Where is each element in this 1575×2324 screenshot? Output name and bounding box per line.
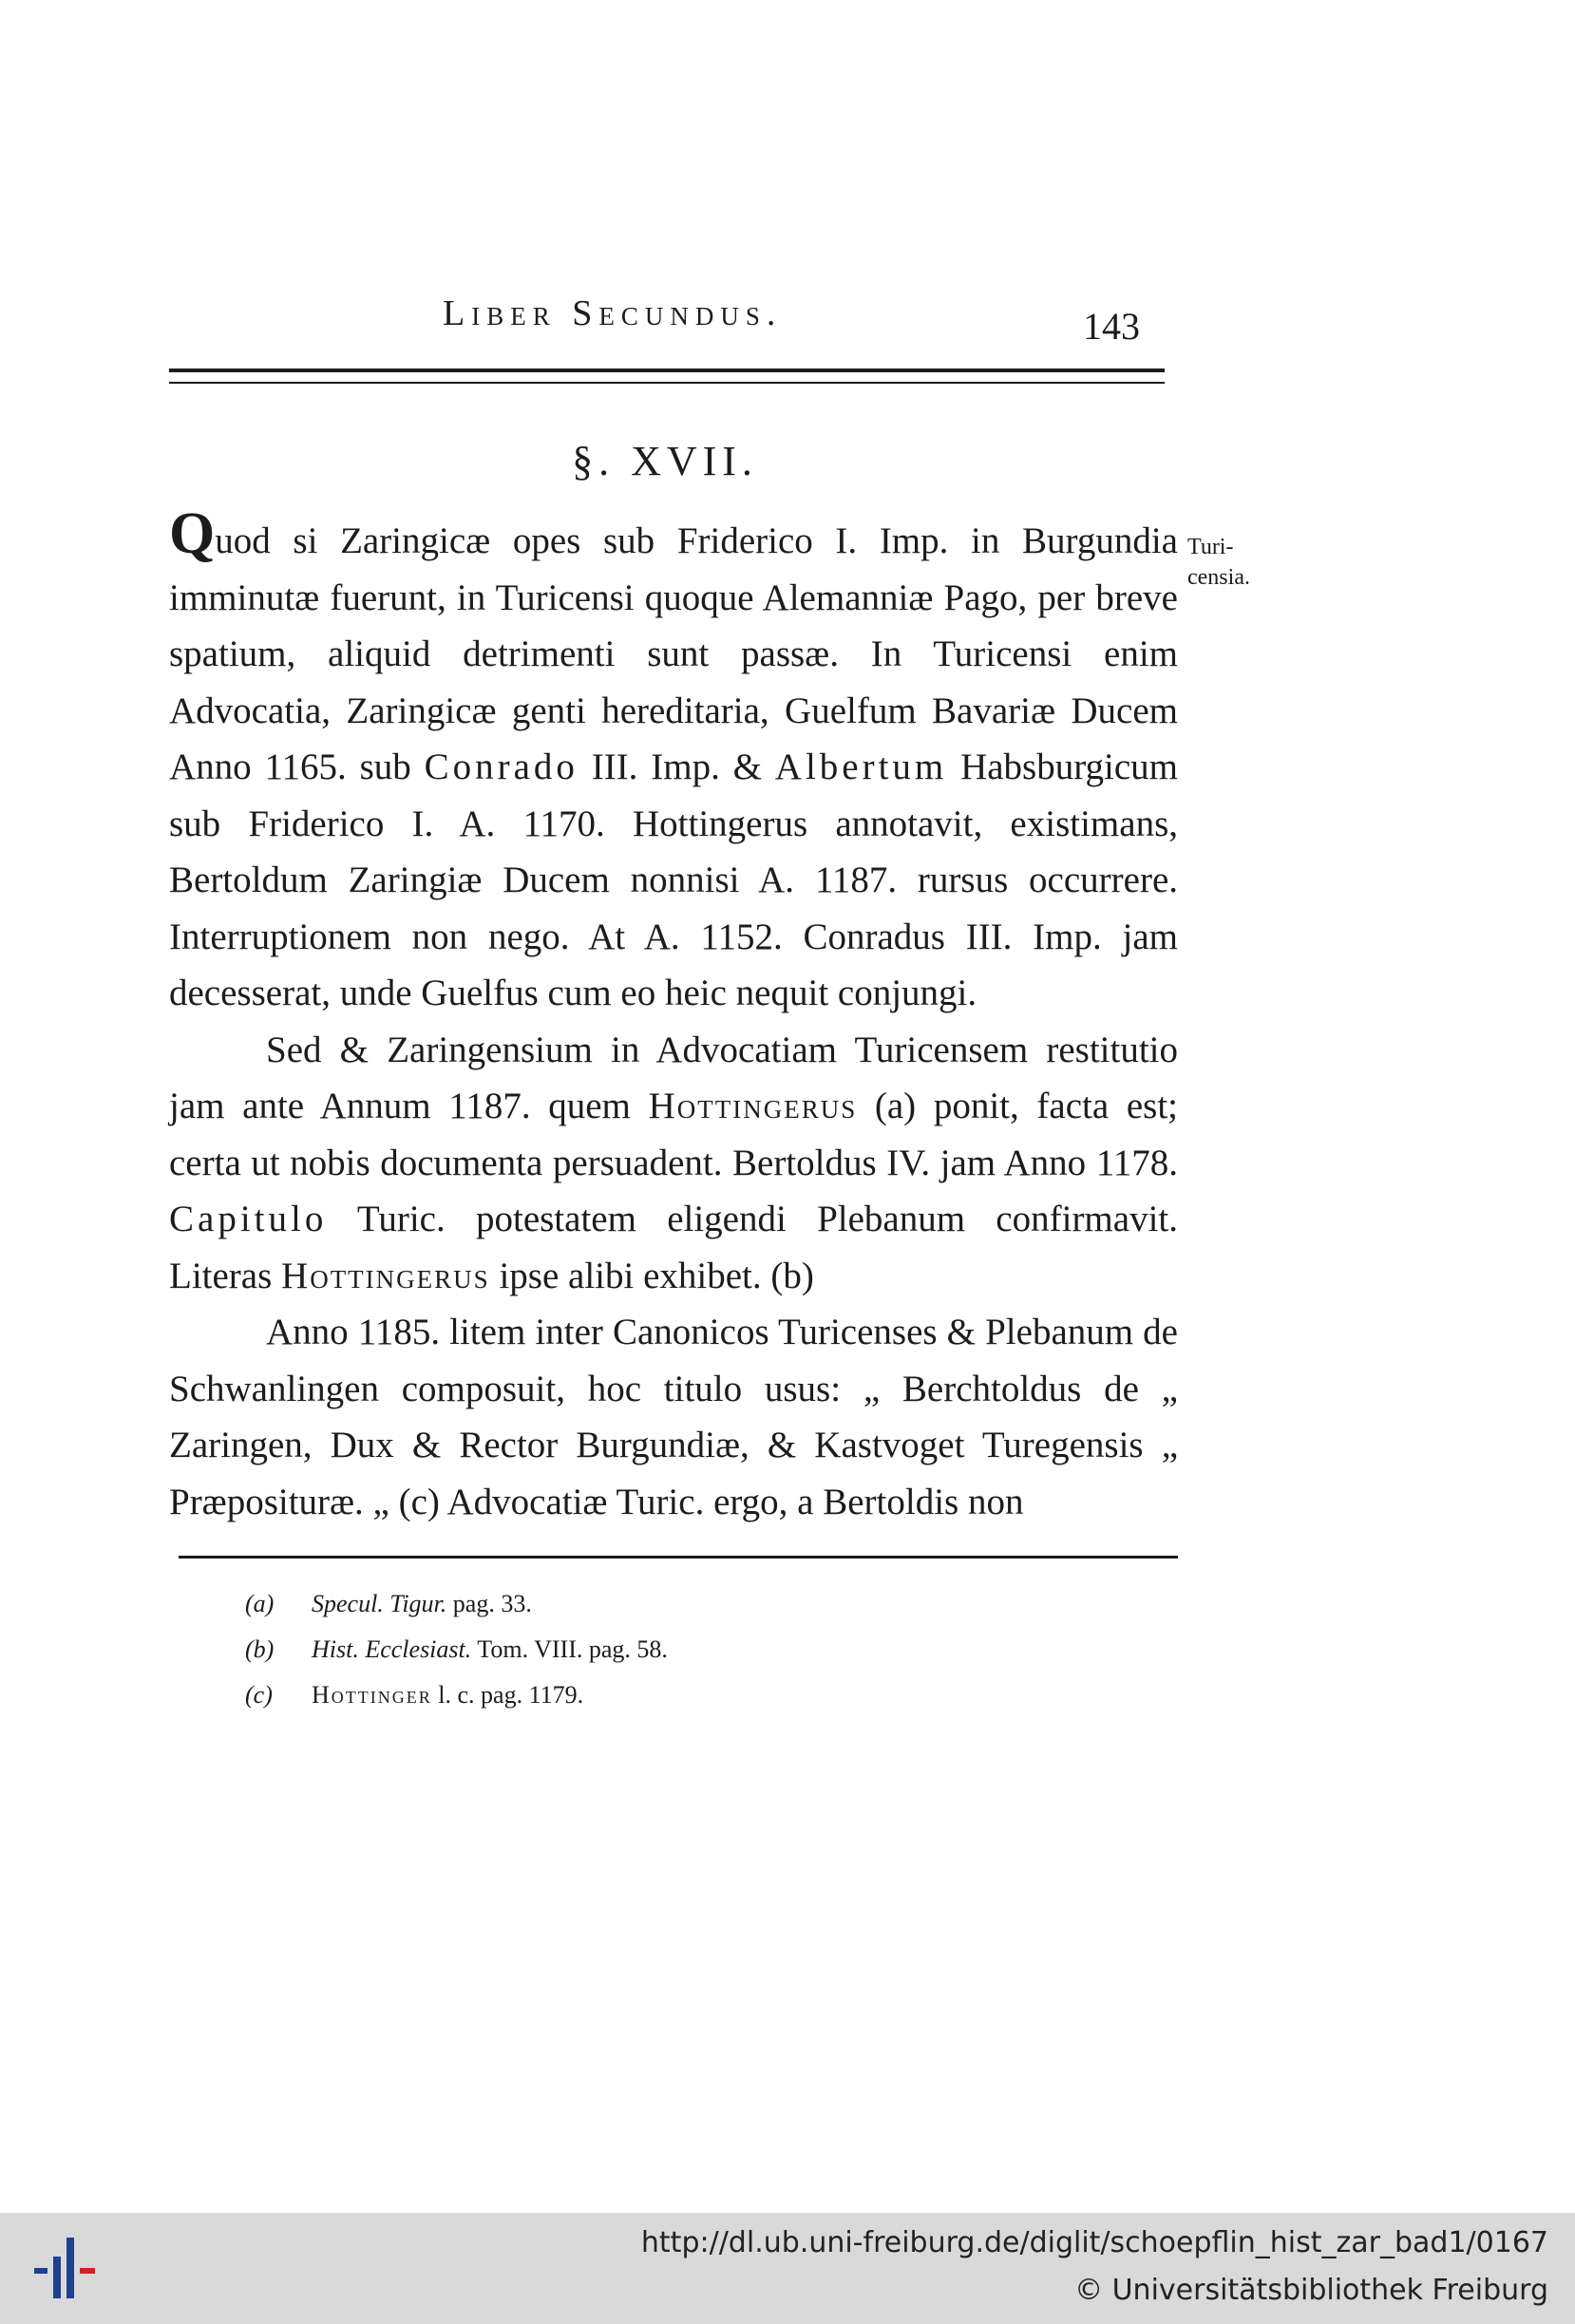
footnote-source: Specul. Tigur. xyxy=(312,1590,447,1617)
footnote-text: pag. 33. xyxy=(452,1590,532,1617)
author-name: Hottingerus xyxy=(281,1255,490,1296)
footnote-text: l. c. pag. 1179. xyxy=(438,1681,584,1709)
paragraph-2-c: Turic. potestatem eligendi Plebanum confirmavit. Literas xyxy=(169,1199,1178,1296)
footnotes xyxy=(245,1581,1100,1718)
footnote-mark: (b) xyxy=(245,1635,275,1663)
running-head: Liber Secundus. xyxy=(443,293,783,333)
paragraph-1-mid: III. Imp. & xyxy=(578,746,775,787)
margin-note xyxy=(1187,532,1292,593)
footnote-source: Hottinger xyxy=(312,1681,432,1709)
paragraph-1-rest: Habsburgicum sub Friderico I. A. 1170. Hottingerus annotavit, existimans, Bertoldum Zaringiæ Ducem nonnisi A. 1187. rursus occurrere. Interruptionem non nego. At A. 1152. Conradus III. Imp. jam decesserat, unde Guelfus cum eo heic nequit conjungi. xyxy=(169,746,1178,1013)
paragraph-2-d: ipse alibi exhibet. (b) xyxy=(489,1255,814,1296)
page-number: 143 xyxy=(1083,305,1140,348)
paragraph-2 xyxy=(169,1022,1178,1305)
margin-note-text: Turi- censia. xyxy=(1187,535,1250,590)
copyright-notice: © Universitätsbibliothek Freiburg xyxy=(1074,2274,1548,2307)
spaced-word-conrado: Conrado xyxy=(424,746,579,787)
body-text xyxy=(169,501,1178,1530)
paragraph-3: Anno 1185. litem inter Canonicos Turicenses & Plebanum de Schwanlingen composuit, hoc titulo usus: „ Berchtoldus de „ Zaringen, Dux & Rector Burgundiæ, & Kastvoget Turegensis „ Præposituræ. „ (c) Advocatiæ Turic. ergo, a Bertoldis non xyxy=(169,1312,1178,1522)
paragraph-2-b: (a) ponit, facta est; certa ut nobis documenta persuadent. Bertoldus IV. jam Anno 1178. xyxy=(169,1086,1178,1183)
paragraph-1 xyxy=(169,501,1178,1022)
header-rule-thin xyxy=(169,382,1165,384)
footnote-c xyxy=(245,1672,1100,1718)
footnote-b xyxy=(245,1627,1100,1672)
paragraph-2-a: Sed & Zaringensium in Advocatiam Turicensem restitutio jam ante Annum 1187. quem xyxy=(169,1029,1178,1126)
viewer-footer xyxy=(0,2213,1575,2324)
footnote-text: Tom. VIII. pag. 58. xyxy=(477,1635,668,1663)
footnote-source: Hist. Ecclesiast. xyxy=(312,1635,472,1663)
drop-cap: Q xyxy=(169,501,216,566)
footnote-a xyxy=(245,1581,1100,1627)
paragraph-1-text: uod si Zaringicæ opes sub Friderico I. Imp. in Burgundia imminutæ fuerunt, in Turicensi quoque Alemanniæ Pago, per breve spatium, aliquid detrimenti sunt passæ. In Turicensi enim Advocatia, Zaringicæ genti hereditaria, Guelfum Bavariæ Ducem Anno 1165. sub xyxy=(169,520,1178,787)
footnote-rule xyxy=(179,1556,1178,1559)
footnote-mark: (c) xyxy=(245,1681,273,1709)
section-title: §. XVII. xyxy=(572,438,758,484)
spaced-word-albertum: Albertum xyxy=(774,746,948,787)
header-rule-thick xyxy=(169,368,1165,372)
author-name: Hottingerus xyxy=(648,1086,858,1126)
ub-freiburg-logo-icon[interactable] xyxy=(34,2230,101,2306)
spaced-word-capitulo: Capitulo xyxy=(169,1199,328,1239)
permalink-url[interactable]: http://dl.ub.uni-freiburg.de/diglit/schoepflin_hist_zar_bad1/0167 xyxy=(640,2226,1548,2259)
footnote-mark: (a) xyxy=(245,1590,275,1617)
